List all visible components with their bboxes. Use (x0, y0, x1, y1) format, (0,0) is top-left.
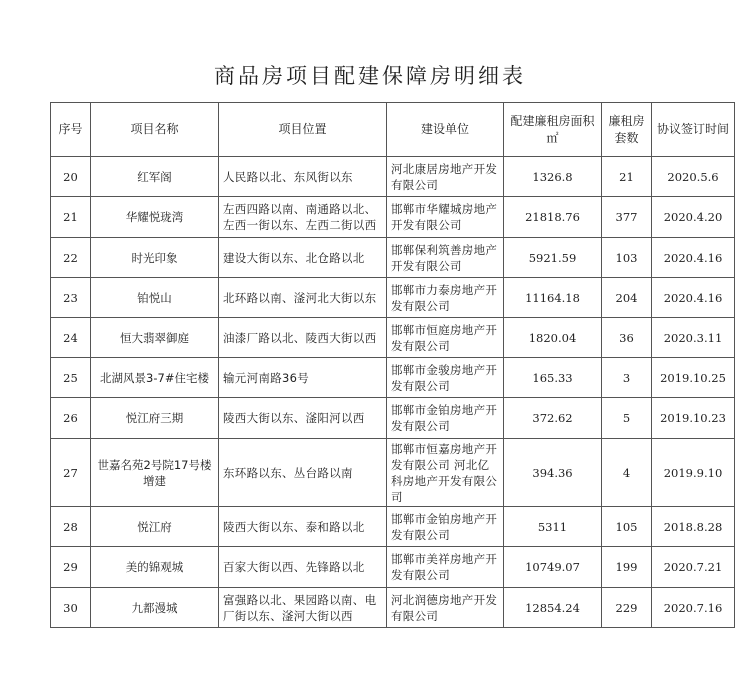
header-index: 序号 (51, 103, 91, 157)
table-row (51, 278, 735, 318)
table-row (51, 507, 735, 547)
cell-name: 悦江府三期 (91, 398, 219, 439)
cell-name: 悦江府 (91, 507, 219, 547)
cell-units: 3 (602, 358, 652, 398)
cell-area: 394.36 (504, 439, 602, 507)
table-row (51, 398, 735, 439)
cell-date: 2020.3.11 (652, 318, 735, 358)
cell-units: 36 (602, 318, 652, 358)
cell-index: 22 (51, 238, 91, 278)
cell-area: 10749.07 (504, 547, 602, 588)
cell-area: 1326.8 (504, 157, 602, 197)
cell-units: 103 (602, 238, 652, 278)
cell-date: 2020.4.20 (652, 197, 735, 238)
cell-location: 北环路以南、滏河北大街以东 (219, 278, 387, 318)
cell-location: 左西四路以南、南通路以北、左西一街以东、左西二街以西 (219, 197, 387, 238)
cell-area: 11164.18 (504, 278, 602, 318)
cell-date: 2020.7.21 (652, 547, 735, 588)
cell-index: 30 (51, 588, 91, 628)
cell-index: 29 (51, 547, 91, 588)
cell-builder: 邯郸市恒庭房地产开发有限公司 (387, 318, 504, 358)
cell-units: 105 (602, 507, 652, 547)
header-name: 项目名称 (91, 103, 219, 157)
table-row (51, 439, 735, 507)
cell-date: 2020.7.16 (652, 588, 735, 628)
cell-area: 5921.59 (504, 238, 602, 278)
cell-area: 5311 (504, 507, 602, 547)
cell-date: 2019.10.25 (652, 358, 735, 398)
cell-units: 229 (602, 588, 652, 628)
cell-name: 世嘉名苑2号院17号楼增建 (91, 439, 219, 507)
cell-builder: 邯郸保利筑善房地产开发有限公司 (387, 238, 504, 278)
cell-builder: 邯郸市华耀城房地产开发有限公司 (387, 197, 504, 238)
cell-builder: 邯郸市恒嘉房地产开发有限公司 河北亿科房地产开发有限公司 (387, 439, 504, 507)
cell-index: 28 (51, 507, 91, 547)
cell-name: 时光印象 (91, 238, 219, 278)
cell-builder: 河北润德房地产开发有限公司 (387, 588, 504, 628)
cell-area: 1820.04 (504, 318, 602, 358)
cell-location: 陵西大街以东、滏阳河以西 (219, 398, 387, 439)
cell-location: 建设大街以东、北仓路以北 (219, 238, 387, 278)
cell-area: 372.62 (504, 398, 602, 439)
table-row (51, 318, 735, 358)
cell-name: 恒大翡翠御庭 (91, 318, 219, 358)
cell-date: 2020.4.16 (652, 238, 735, 278)
cell-builder: 邯郸市金骏房地产开发有限公司 (387, 358, 504, 398)
cell-location: 富强路以北、果园路以南、电厂街以东、滏河大街以西 (219, 588, 387, 628)
cell-builder: 邯郸市美祥房地产开发有限公司 (387, 547, 504, 588)
header-location: 项目位置 (219, 103, 387, 157)
cell-area: 21818.76 (504, 197, 602, 238)
cell-units: 21 (602, 157, 652, 197)
cell-index: 25 (51, 358, 91, 398)
header-date: 协议签订时间 (652, 103, 735, 157)
cell-index: 24 (51, 318, 91, 358)
table-row (51, 588, 735, 628)
header-row (51, 103, 735, 157)
cell-units: 199 (602, 547, 652, 588)
cell-index: 21 (51, 197, 91, 238)
cell-builder: 邯郸市金铂房地产开发有限公司 (387, 507, 504, 547)
cell-name: 北湖风景3-7#住宅楼 (91, 358, 219, 398)
table-row (51, 197, 735, 238)
table-row (51, 547, 735, 588)
cell-builder: 河北康居房地产开发有限公司 (387, 157, 504, 197)
cell-index: 27 (51, 439, 91, 507)
document-title: 商品房项目配建保障房明细表 (214, 64, 526, 88)
cell-date: 2019.9.10 (652, 439, 735, 507)
cell-area: 12854.24 (504, 588, 602, 628)
cell-location: 东环路以东、丛台路以南 (219, 439, 387, 507)
cell-location: 百家大街以西、先锋路以北 (219, 547, 387, 588)
header-area: 配建廉租房面积㎡ (504, 103, 602, 157)
cell-location: 陵西大街以东、泰和路以北 (219, 507, 387, 547)
cell-area: 165.33 (504, 358, 602, 398)
cell-builder: 邯郸市金铂房地产开发有限公司 (387, 398, 504, 439)
cell-units: 204 (602, 278, 652, 318)
cell-location: 输元河南路36号 (219, 358, 387, 398)
cell-units: 377 (602, 197, 652, 238)
cell-name: 铂悦山 (91, 278, 219, 318)
cell-index: 26 (51, 398, 91, 439)
cell-location: 油漆厂路以北、陵西大街以西 (219, 318, 387, 358)
cell-date: 2020.5.6 (652, 157, 735, 197)
table-body (51, 157, 735, 628)
header-builder: 建设单位 (387, 103, 504, 157)
cell-name: 九都漫城 (91, 588, 219, 628)
cell-name: 华耀悦珑湾 (91, 197, 219, 238)
cell-date: 2019.10.23 (652, 398, 735, 439)
cell-name: 美的锦观城 (91, 547, 219, 588)
cell-name: 红军阁 (91, 157, 219, 197)
header-units: 廉租房套数 (602, 103, 652, 157)
cell-index: 20 (51, 157, 91, 197)
housing-table (50, 102, 735, 628)
table-row (51, 157, 735, 197)
cell-builder: 邯郸市力泰房地产开发有限公司 (387, 278, 504, 318)
table-row (51, 238, 735, 278)
table-row (51, 358, 735, 398)
cell-units: 4 (602, 439, 652, 507)
cell-units: 5 (602, 398, 652, 439)
cell-date: 2018.8.28 (652, 507, 735, 547)
cell-date: 2020.4.16 (652, 278, 735, 318)
cell-index: 23 (51, 278, 91, 318)
cell-location: 人民路以北、东风街以东 (219, 157, 387, 197)
